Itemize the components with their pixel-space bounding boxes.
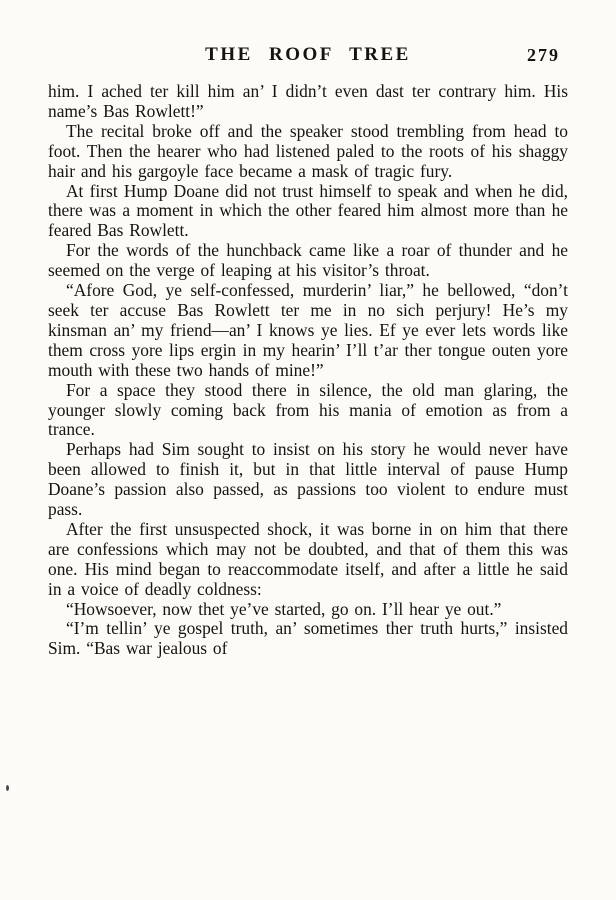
paragraph: “Howsoever, now thet ye’ve started, go on. I’ll hear ye out.” bbox=[66, 598, 502, 619]
running-header bbox=[48, 44, 568, 68]
scan-artifact bbox=[6, 785, 9, 791]
paragraph: At first Hump Doane did not trust himself to speak and when he did, there was a moment in which the other feared him almost more than he feared Bas Rowlett. bbox=[48, 180, 568, 241]
paragraph: For a space they stood there in silence, the old man glaring, the younger slowly coming back from his mania of emotion as from a trance. bbox=[48, 379, 568, 440]
paragraph: Perhaps had Sim sought to insist on his story he would never have been allowed to finish it, but in that little interval of pause Hump Doane’s passion also passed, as passions too violent to endure must pass. bbox=[48, 439, 568, 520]
paragraph: “Afore God, ye self-confessed, murderin’ liar,” he bellowed, “don’t seek ter accuse Bas Rowlett ter me in no sich perjury! He’s my kinsman an’ my friend—an’ I knows ye lies. Ef ye ever lets words like them cross yore lips ergin in my hearin’ I’ll t’ar ther tongue outen yore mouth with these two hands of mine!” bbox=[48, 280, 568, 380]
paragraph: For the words of the hunchback came like a roar of thunder and he seemed on the verge of leaping at his visitor’s throat. bbox=[48, 240, 568, 281]
paragraph: “I’m tellin’ ye gospel truth, an’ sometimes ther truth hurts,” insisted Sim. “Bas war jealous of bbox=[48, 618, 568, 659]
paragraph: The recital broke off and the speaker stood trembling from head to foot. Then the hearer who had listened paled to the roots of his shaggy hair and his gargoyle face became a mask of tragic fury. bbox=[48, 120, 568, 181]
page-number: 279 bbox=[527, 45, 560, 65]
running-header-title: THE ROOF TREE bbox=[205, 44, 411, 65]
paragraph: him. I ached ter kill him an’ I didn’t even dast ter contrary him. His name’s Bas Rowlett!” bbox=[48, 81, 568, 121]
paragraph: After the first unsuspected shock, it was borne in on him that there are confessions which may not be doubted, and that of them this was one. His mind began to reaccommodate itself, and after a little he said in a voice of deadly coldness: bbox=[48, 518, 568, 599]
page-body bbox=[48, 82, 568, 659]
